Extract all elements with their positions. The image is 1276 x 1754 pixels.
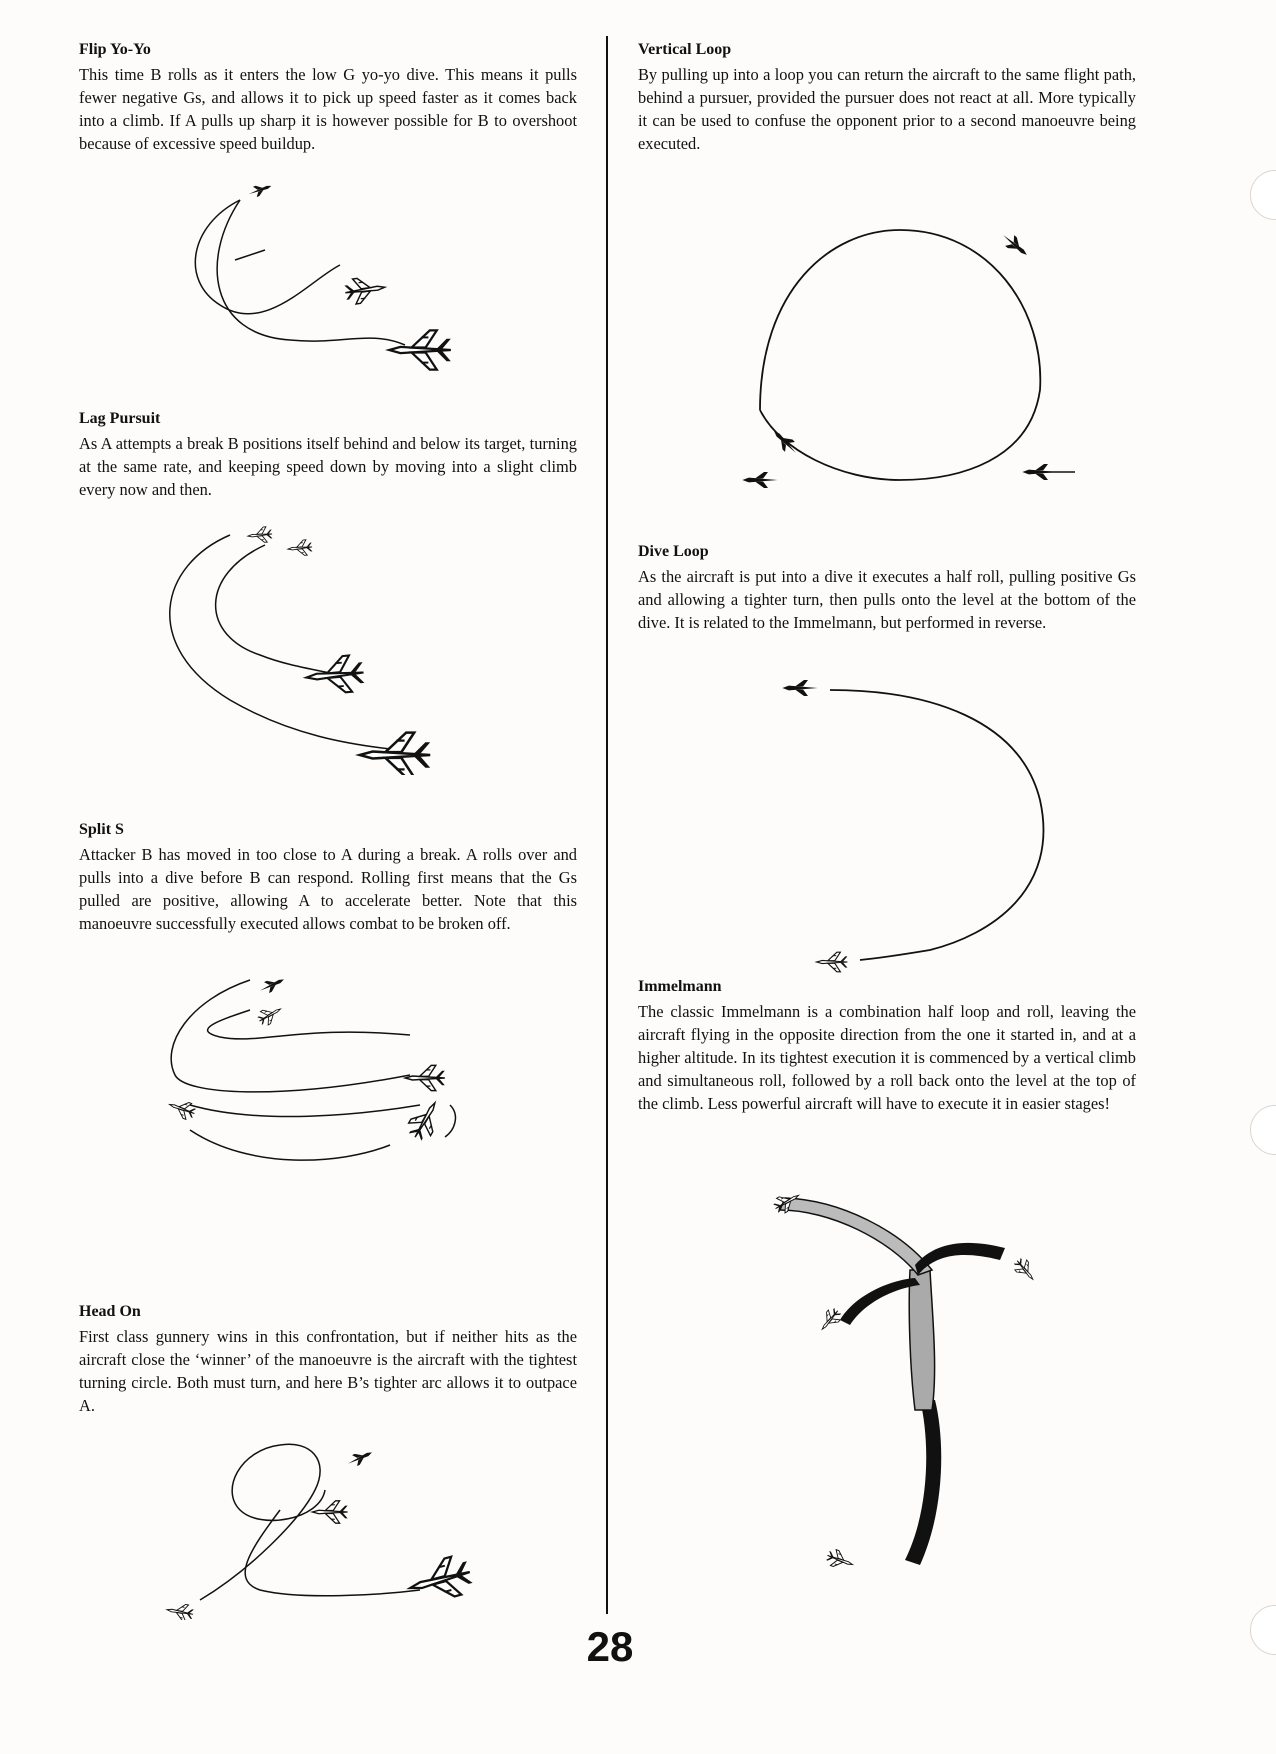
aircraft-a-icon xyxy=(405,1553,475,1607)
section-dive-loop xyxy=(638,542,1136,634)
section-flip-yo-yo xyxy=(79,40,577,155)
aircraft-icon xyxy=(344,275,387,305)
aircraft-a-icon xyxy=(742,472,777,488)
split-s-diagram xyxy=(160,965,480,1175)
section-title: Flip Yo-Yo xyxy=(79,41,151,58)
dive-loop-diagram xyxy=(770,660,1090,980)
aircraft-b-icon xyxy=(1022,464,1057,480)
section-text: The classic Immelmann is a combination half loop and roll, leaving the aircraft flying in the opposite direction from the one it started in, and at a higher altitude. In its tightest execution it is commenced by a vertical climb and simultaneous roll, followed by a roll back onto the level at the top of the climb. Less powerful aircraft will have to execute it in easier stages! xyxy=(638,1002,1136,1113)
aircraft-b-icon xyxy=(305,654,365,695)
section-split-s xyxy=(79,820,577,935)
lag-pursuit-diagram xyxy=(150,515,470,775)
aircraft-start-icon xyxy=(825,1548,856,1573)
section-title: Dive Loop xyxy=(638,543,709,560)
aircraft-icon xyxy=(258,974,287,996)
section-text: Attacker B has moved in too close to A during a break. A rolls over and pulls into a dive before B can respond. Rolling first means that the Gs pulled are positive, allowing A to accelerate better. Note that this manoeuvre successfully executed allows combat to be broken off. xyxy=(79,845,577,933)
binder-hole xyxy=(1250,1105,1276,1155)
aircraft-icon xyxy=(404,1097,446,1144)
section-text: By pulling up into a loop you can return the aircraft to the same flight path, behind a pursuer, provided the pursuer does not react at all. More typically it can be used to confuse the opponent prior to a second manoeuvre being executed. xyxy=(638,65,1136,153)
aircraft-b-icon xyxy=(405,1065,445,1090)
flight-path-line xyxy=(217,200,405,345)
aircraft-a-icon xyxy=(167,1097,198,1122)
aircraft-icon xyxy=(816,1306,843,1334)
aircraft-icon xyxy=(1011,1256,1038,1284)
aircraft-a-icon xyxy=(360,733,430,775)
aircraft-icon xyxy=(256,1002,285,1027)
section-head-on xyxy=(79,1302,577,1417)
head-on-diagram xyxy=(160,1430,500,1620)
section-text: This time B rolls as it enters the low G yo-yo dive. This means it pulls fewer negative Gs, and allows it to pick up speed faster as it comes back into a climb. If A pulls up sharp it is however possible for B to overshoot because of excessive speed buildup. xyxy=(79,65,577,153)
binder-hole xyxy=(1250,1605,1276,1655)
immelmann-diagram xyxy=(760,1180,1080,1580)
aircraft-icon xyxy=(166,1601,195,1620)
section-title: Lag Pursuit xyxy=(79,410,161,427)
column-divider xyxy=(606,36,608,1614)
section-title: Split S xyxy=(79,821,124,838)
aircraft-icon xyxy=(287,539,312,556)
aircraft-icon xyxy=(999,230,1032,261)
section-title: Head On xyxy=(79,1303,141,1320)
aircraft-icon xyxy=(247,526,272,543)
section-vertical-loop xyxy=(638,40,1136,155)
section-title: Immelmann xyxy=(638,978,722,995)
section-immelmann xyxy=(638,977,1136,1115)
aircraft-b-icon xyxy=(247,181,274,200)
flip-yo-yo-diagram xyxy=(170,170,500,380)
vertical-loop-diagram xyxy=(740,210,1080,490)
aircraft-icon xyxy=(346,1447,375,1469)
section-text: As the aircraft is put into a dive it executes a half roll, pulling positive Gs and allowing a tighter turn, then pulls onto the level at the bottom of the dive. It is related to the Immelmann, but performed in reverse. xyxy=(638,567,1136,632)
section-lag-pursuit xyxy=(79,409,577,501)
page-number: 28 xyxy=(586,1623,634,1670)
aircraft-a-icon xyxy=(389,330,451,369)
section-text: First class gunnery wins in this confrontation, but if neither hits as the aircraft close the ‘winner’ of the manoeuvre is the aircraft with the tightest turning circle. Both must turn, and here B’s tighter arc allows it to outpace A. xyxy=(79,1327,577,1415)
section-text: As A attempts a break B positions itself behind and below its target, turning at the same rate, and keeping speed down by moving into a slight climb every now and then. xyxy=(79,434,577,499)
section-title: Vertical Loop xyxy=(638,41,732,58)
aircraft-icon xyxy=(817,952,848,972)
aircraft-icon xyxy=(782,680,817,696)
binder-hole xyxy=(1250,170,1276,220)
